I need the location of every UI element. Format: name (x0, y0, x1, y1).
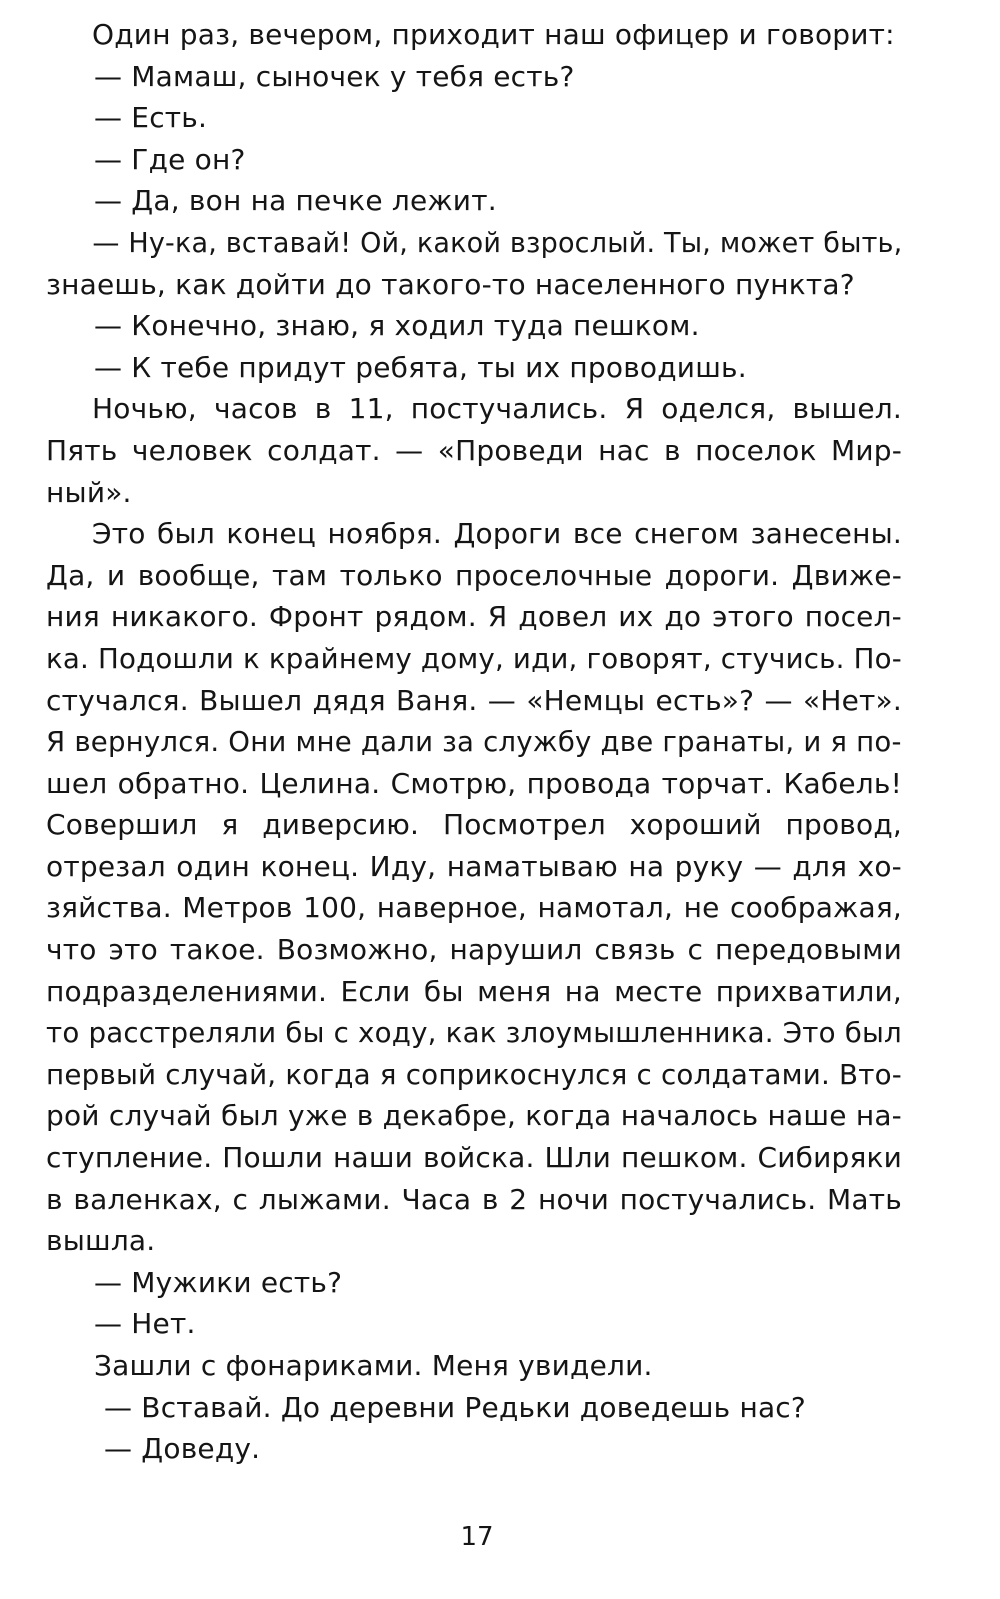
paragraph-line: Ночью, часов в 11, постучались. Я оделся, вышел. (92, 392, 902, 426)
dialogue-line: — Нет. (94, 1307, 196, 1341)
paragraph-line: отрезал один конец. Иду, наматываю на руку — для хо- (46, 849, 902, 883)
paragraph-line: шел обратно. Целина. Смотрю, провода торчат. Кабель! (46, 766, 902, 800)
text-line: Один раз, вечером, приходит наш офицер и говорит: (92, 18, 895, 51)
paragraph-line: первый случай, когда я соприкоснулся с солдатами. Вто- (46, 1057, 902, 1091)
dialogue-line: — К тебе придут ребята, ты их проводишь. (94, 350, 747, 384)
paragraph-line: Это был конец ноября. Дороги все снегом занесены. (92, 517, 902, 551)
paragraph-line: то расстреляли бы с ходу, как злоумышленника. Это был (46, 1016, 902, 1050)
paragraph-line: стучался. Вышел дядя Ваня. — «Немцы есть»? — «Нет». (46, 683, 902, 717)
paragraph-line: вышла. (46, 1224, 156, 1258)
page-body-text (46, 14, 902, 1470)
paragraph-line: ступление. Пошли наши войска. Шли пешком. Сибиряки (46, 1141, 902, 1175)
paragraph-line: ния никакого. Фронт рядом. Я довел их до этого посел- (46, 600, 902, 634)
paragraph-line: Да, и вообще, там только проселочные дороги. Движе- (46, 558, 902, 592)
dialogue-line: — Есть. (94, 101, 208, 135)
page-number: 17 (460, 1522, 494, 1552)
text-line: знаешь, как дойти до такого-то населенного пункта? (46, 267, 855, 301)
dialogue-line: — Мужики есть? (94, 1265, 343, 1299)
paragraph-line: Совершил я диверсию. Посмотрел хороший провод, (46, 808, 902, 842)
paragraph-line: зяйства. Метров 100, наверное, намотал, не соображая, (46, 891, 902, 925)
dialogue-line: — Конечно, знаю, я ходил туда пешком. (94, 309, 700, 343)
paragraph-line: что это такое. Возможно, нарушил связь с передовыми (46, 933, 902, 967)
paragraph-line: подразделениями. Если бы меня на месте прихватили, (46, 974, 902, 1008)
dialogue-line: — Доведу. (104, 1432, 261, 1466)
dialogue-line: — Мамаш, сыночек у тебя есть? (94, 59, 575, 93)
dialogue-line: — Где он? (94, 142, 246, 176)
dialogue-line: — Ну-ка, вставай! Ой, какой взрослый. Ты, может быть, (92, 225, 903, 259)
paragraph-line: рой случай был уже в декабре, когда началось наше на- (46, 1099, 902, 1133)
dialogue-line: — Вставай. До деревни Редьки доведешь нас? (104, 1390, 806, 1424)
text-line: Зашли с фонариками. Меня увидели. (94, 1349, 653, 1382)
paragraph-line: Пять человек солдат. — «Проведи нас в поселок Мир- (46, 433, 902, 467)
paragraph-line: ный». (46, 475, 132, 509)
paragraph-line: в валенках, с лыжами. Часа в 2 ночи постучались. Мать (46, 1182, 902, 1216)
paragraph-line: ка. Подошли к крайнему дому, иди, говорят, стучись. По- (46, 641, 902, 675)
dialogue-line: — Да, вон на печке лежит. (94, 184, 497, 218)
paragraph-line: Я вернулся. Они мне дали за службу две гранаты, и я по- (46, 725, 902, 759)
